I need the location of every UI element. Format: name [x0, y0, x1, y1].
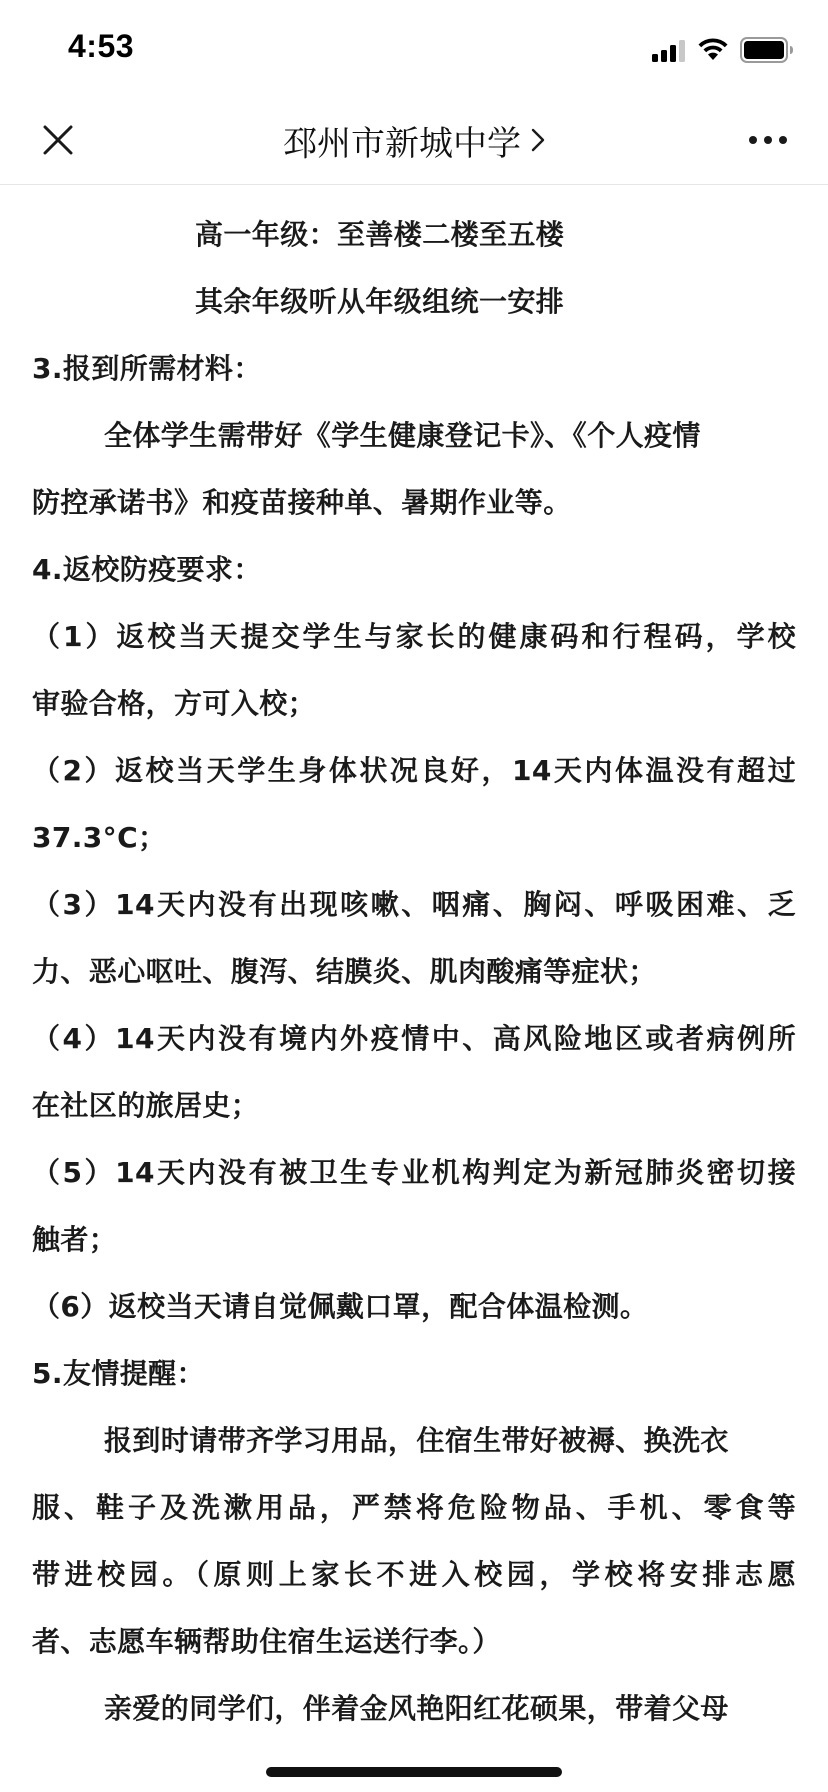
article-line: 触者；	[32, 1223, 118, 1256]
status-bar	[0, 0, 828, 96]
article-line: 带进校园。（原则上家长不进入校园，学校将安排志愿	[32, 1558, 796, 1591]
article-line: 在社区的旅居史；	[32, 1089, 260, 1122]
page-title: 邳州市新城中学	[283, 123, 521, 164]
cellular-signal-icon	[652, 40, 686, 62]
article-line: 者、志愿车辆帮助住宿生运送行李。）	[32, 1625, 501, 1658]
more-dots-icon	[748, 135, 788, 145]
section-heading: 3.报到所需材料：	[32, 352, 262, 385]
article-line: 服、鞋子及洗漱用品，严禁将危险物品、手机、零食等	[32, 1491, 796, 1524]
article-line: 37.3°C；	[32, 821, 167, 854]
wifi-icon	[697, 36, 729, 62]
article-line: 高一年级：至善楼二楼至五楼	[195, 218, 565, 251]
battery-icon	[740, 37, 794, 63]
article-line: 全体学生需带好《学生健康登记卡》、《个人疫情	[104, 419, 701, 452]
section-heading: 4.返校防疫要求：	[32, 553, 262, 586]
article-line: 力、恶心呕吐、腹泻、结膜炎、肌肉酸痛等症状；	[32, 955, 657, 988]
article-line: （3）14天内没有出现咳嗽、咽痛、胸闷、呼吸困难、乏	[32, 888, 796, 921]
article-line: 审验合格，方可入校；	[32, 687, 317, 720]
close-button[interactable]	[30, 112, 86, 168]
article-line: （5）14天内没有被卫生专业机构判定为新冠肺炎密切接	[32, 1156, 796, 1189]
chevron-right-icon	[531, 128, 545, 152]
article-line: 防控承诺书》和疫苗接种单、暑期作业等。	[32, 486, 572, 519]
more-options-button[interactable]	[738, 112, 798, 168]
section-heading: 5.友情提醒：	[32, 1357, 205, 1390]
article-body	[0, 160, 828, 1792]
nav-bar	[0, 96, 828, 185]
article-line: （1）返校当天提交学生与家长的健康码和行程码，学校	[32, 620, 796, 653]
article-line: 亲爱的同学们，伴着金风艳阳红花硕果，带着父母	[104, 1692, 729, 1725]
close-icon	[42, 124, 74, 156]
article-line: （4）14天内没有境内外疫情中、高风险地区或者病例所	[32, 1022, 796, 1055]
article-line: 报到时请带齐学习用品，住宿生带好被褥、换洗衣	[104, 1424, 729, 1457]
home-indicator[interactable]	[266, 1767, 562, 1777]
article-line: 其余年级听从年级组统一安排	[195, 285, 565, 318]
article-line: （2）返校当天学生身体状况良好，14天内体温没有超过	[32, 754, 796, 787]
status-time: 4:53	[68, 28, 135, 64]
article-line: （6）返校当天请自觉佩戴口罩，配合体温检测。	[32, 1290, 649, 1323]
account-title-link[interactable]	[180, 96, 648, 184]
